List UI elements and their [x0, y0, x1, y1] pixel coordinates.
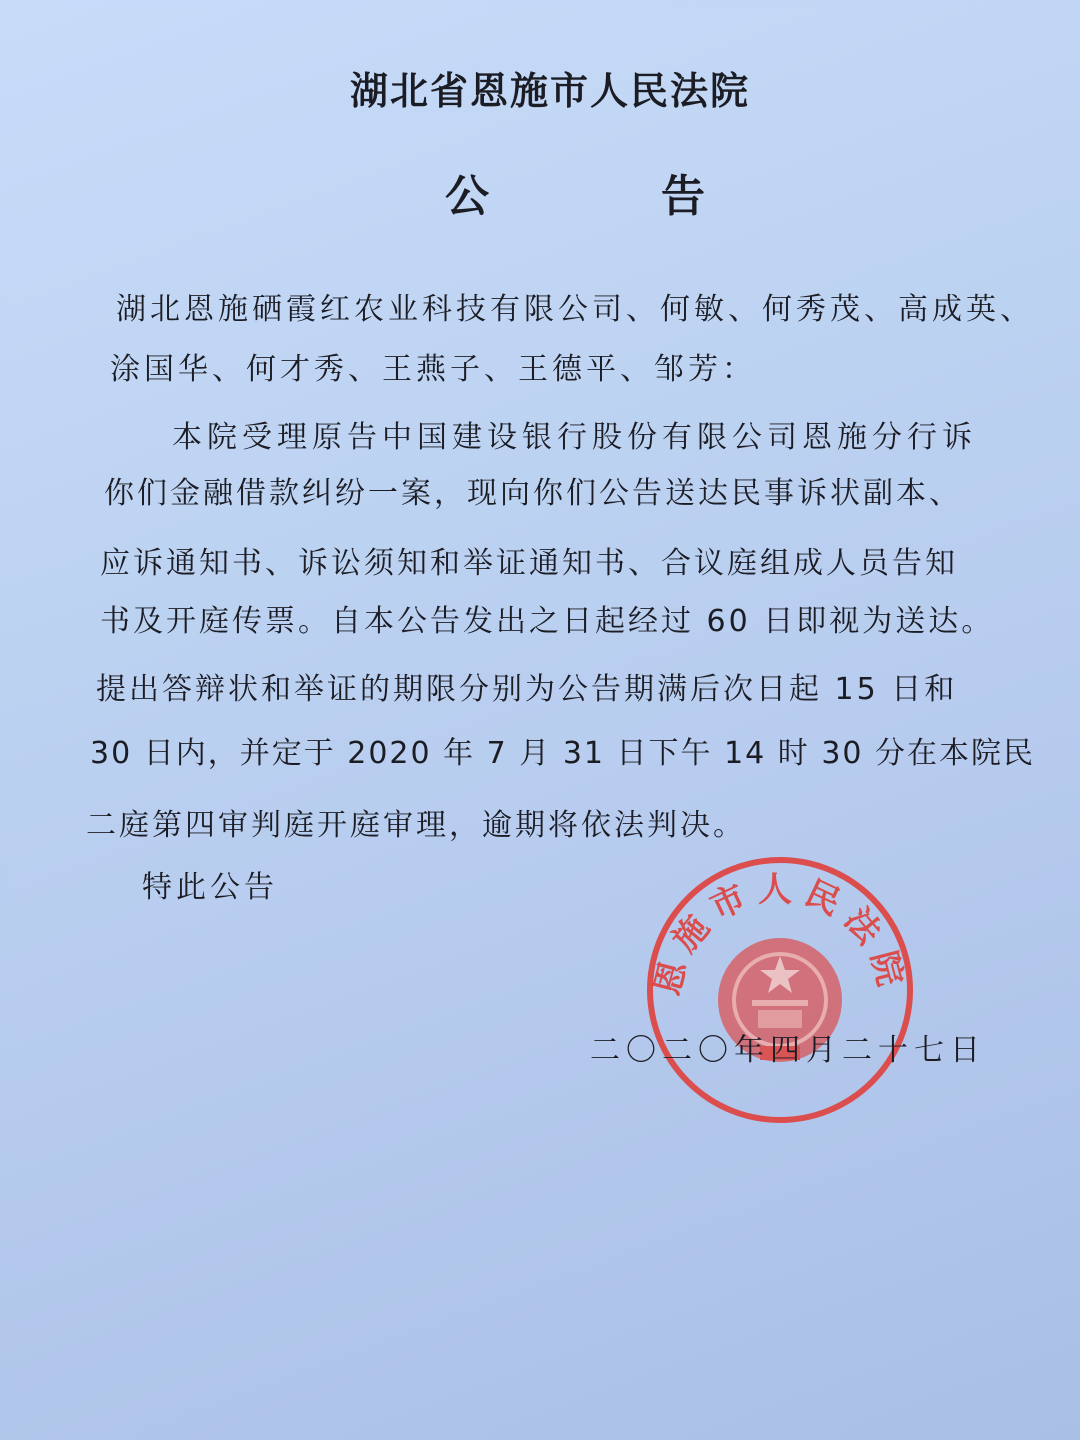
closing-text: 特此公告: [142, 870, 278, 905]
body-line: 本院受理原告中国建设银行股份有限公司恩施分行诉: [172, 420, 977, 455]
body-line: 二庭第四审判庭开庭审理，逾期将依法判决。: [86, 808, 746, 843]
issue-date: 二〇二〇年四月二十七日: [590, 1033, 986, 1068]
addressee-line: 湖北恩施硒霞红农业科技有限公司、何敏、何秀茂、高成英、: [116, 292, 1034, 327]
body-line: 提出答辩状和举证的期限分别为公告期满后次日起 15 日和: [96, 672, 958, 707]
document-title: [445, 160, 705, 224]
official-seal: [640, 850, 920, 1130]
body-line: 应诉通知书、诉讼须知和举证通知书、合议庭组成人员告知: [100, 546, 958, 581]
body-line: 30 日内，并定于 2020 年 7 月 31 日下午 14 时 30 分在本院民: [90, 736, 1036, 771]
title-char: 公: [445, 171, 489, 222]
court-name-heading: 湖北省恩施市人民法院: [349, 69, 750, 113]
addressee-line: 涂国华、何才秀、王燕子、王德平、邹芳：: [110, 352, 756, 387]
svg-text:恩施市人民法院: 恩施市人民法院: [647, 869, 913, 1000]
body-line: 你们金融借款纠纷一案，现向你们公告送达民事诉状副本、: [104, 476, 962, 511]
body-line: 书及开庭传票。自本公告发出之日起经过 60 日即视为送达。: [100, 604, 995, 639]
title-char: 告: [661, 171, 705, 222]
